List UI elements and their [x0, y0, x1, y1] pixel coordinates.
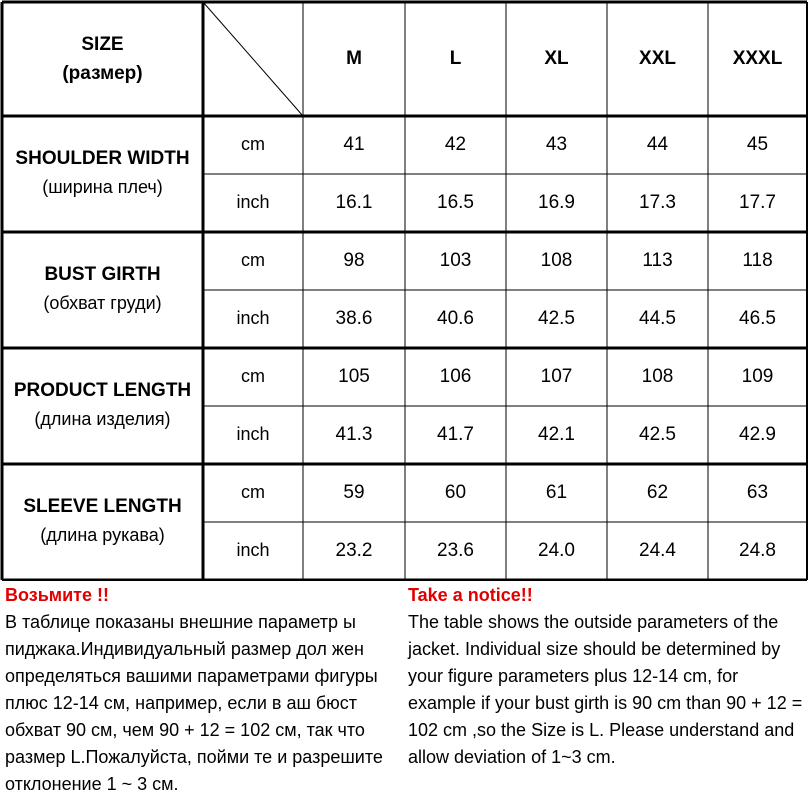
- table-grid: [2, 2, 807, 580]
- cell-inch-value: 41.3: [335, 424, 373, 446]
- cell-inch-value: 24.4: [639, 540, 676, 562]
- cell-inch-value: 16.5: [437, 192, 474, 214]
- unit-inch: inch: [236, 423, 270, 444]
- row-label-sub: (ширина плеч): [42, 176, 163, 197]
- cell-cm-value: 113: [642, 250, 673, 272]
- cell-inch-value: 40.6: [437, 308, 474, 330]
- cell-inch-value: 42.1: [538, 424, 575, 446]
- unit-cm: cm: [241, 133, 265, 154]
- notice-english-title: Take a notice!!: [408, 585, 533, 605]
- size-header-xl: XL: [544, 48, 569, 70]
- row-label-name: PRODUCT LENGTH: [13, 380, 192, 402]
- cell-inch-value: 41.7: [437, 424, 474, 446]
- row-label-name: BUST GIRTH: [44, 264, 161, 286]
- unit-cm: cm: [241, 249, 265, 270]
- cell-inch-value: 44.5: [639, 308, 676, 330]
- notice-russian-title: Возьмите !!: [5, 585, 109, 605]
- row-label-name: SHOULDER WIDTH: [15, 148, 190, 170]
- cell-cm-value: 61: [545, 482, 568, 504]
- cell-cm-value: 41: [343, 134, 365, 156]
- size-header-l: L: [449, 48, 462, 70]
- unit-cm: cm: [241, 481, 265, 502]
- cell-cm-value: 44: [646, 134, 669, 156]
- notice-english: [408, 582, 808, 771]
- cell-inch-value: 42.5: [639, 424, 676, 446]
- cell-inch-value: 16.1: [335, 192, 373, 214]
- unit-inch: inch: [236, 307, 270, 328]
- cell-cm-value: 108: [641, 366, 674, 388]
- cell-cm-value: 63: [746, 482, 769, 504]
- cell-cm-value: 98: [343, 250, 365, 272]
- row-label-name: SLEEVE LENGTH: [23, 496, 182, 518]
- notice-russian: [5, 582, 405, 798]
- cell-cm-value: 62: [646, 482, 669, 504]
- cell-cm-value: 42: [444, 134, 467, 156]
- cell-inch-value: 17.3: [639, 192, 676, 214]
- size-header-sub: (размер): [62, 63, 143, 85]
- row-label-sub: (длина изделия): [34, 408, 171, 429]
- notice-section: [0, 582, 809, 809]
- cell-inch-value: 24.0: [538, 540, 575, 562]
- row-label-sub: (обхват груди): [43, 292, 162, 313]
- row-label-sub: (длина рукава): [40, 524, 165, 545]
- size-header-xxl: XXL: [639, 48, 676, 70]
- cell-inch-value: 24.8: [739, 540, 776, 562]
- unit-cm: cm: [241, 365, 265, 386]
- cell-cm-value: 43: [545, 134, 568, 156]
- table-cells: [14, 34, 783, 561]
- cell-inch-value: 42.5: [538, 308, 575, 330]
- notice-english-body: The table shows the outside parameters of the jacket. Individual size should be determined by your figure parameters plus 12-14 cm, for example if your bust girth is 90 cm than 90 + 12 = 102 cm ,so the Size is L. Please understand and allow deviation of 1~3 cm.: [408, 612, 803, 767]
- cell-cm-value: 60: [444, 482, 467, 504]
- cell-inch-value: 16.9: [538, 192, 575, 214]
- cell-cm-value: 45: [746, 134, 769, 156]
- cell-cm-value: 107: [540, 366, 573, 388]
- cell-cm-value: 105: [338, 366, 370, 388]
- notice-russian-body: В таблице показаны внешние параметр ы пиджака.Индивидуальный размер дол жен определяться вашими параметрами фигуры плюс 12-14 см, например, если в аш бюст обхват 90 см, чем 90 + 12 = 102 см, так что размер L.Пожалуйста, пойми те и разрешите отклонение 1 ~ 3 см.: [5, 612, 383, 794]
- cell-inch-value: 23.2: [335, 540, 373, 562]
- cell-inch-value: 46.5: [739, 308, 776, 330]
- cell-inch-value: 42.9: [739, 424, 776, 446]
- cell-cm-value: 108: [540, 250, 573, 272]
- size-header-m: M: [346, 48, 362, 70]
- size-header-xxxl: XXXL: [732, 48, 783, 70]
- unit-inch: inch: [236, 539, 270, 560]
- cell-inch-value: 38.6: [335, 308, 373, 330]
- cell-cm-value: 59: [343, 482, 365, 504]
- cell-cm-value: 109: [741, 366, 774, 388]
- cell-cm-value: 103: [439, 250, 472, 272]
- cell-inch-value: 23.6: [437, 540, 474, 562]
- cell-cm-value: 106: [439, 366, 472, 388]
- size-header-label: SIZE: [81, 34, 124, 56]
- unit-inch: inch: [236, 191, 270, 212]
- header-diagonal: [203, 2, 303, 116]
- cell-cm-value: 118: [742, 250, 773, 272]
- cell-inch-value: 17.7: [739, 192, 776, 214]
